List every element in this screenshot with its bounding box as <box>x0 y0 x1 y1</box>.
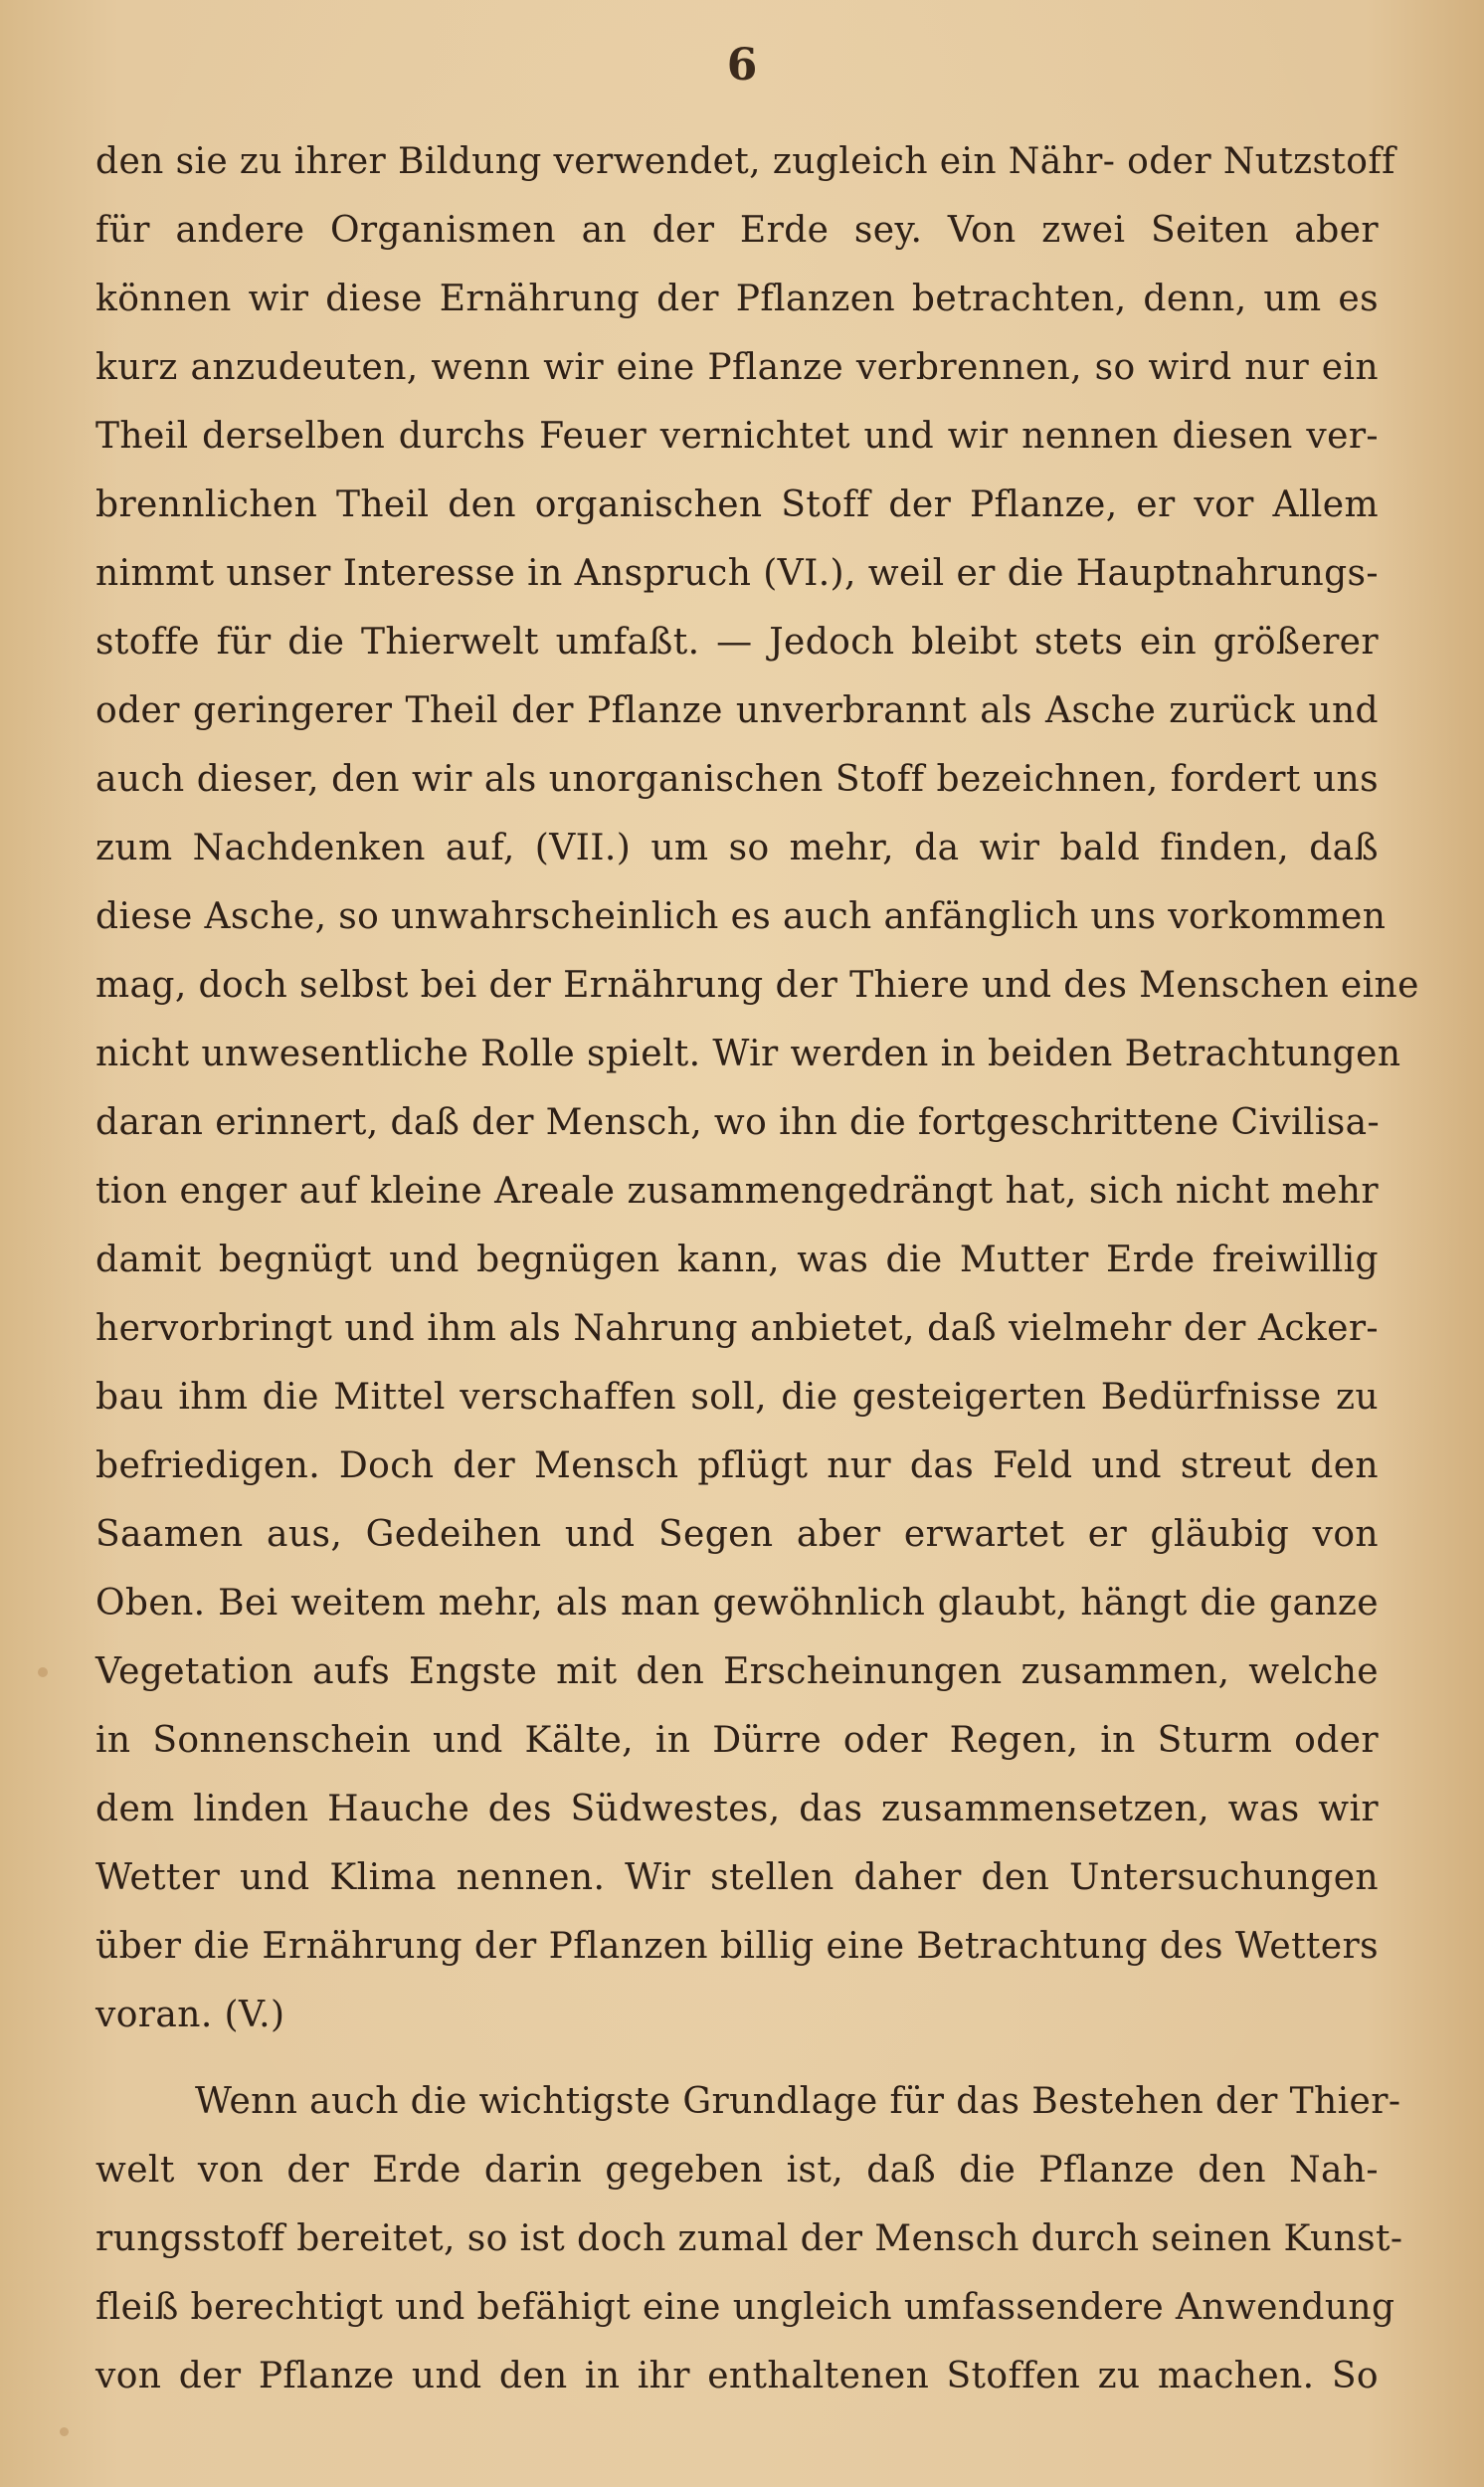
text-line: auch dieser, den wir als unorganischen Stoff bezeichnen, fordert uns <box>95 759 1379 800</box>
text-line: befriedigen. Doch der Mensch pflügt nur das Feld und streut den <box>95 1445 1379 1486</box>
text-line: von der Pflanze und den in ihr enthaltenen Stoffen zu machen. So <box>95 2356 1379 2396</box>
text-line: nicht unwesentliche Rolle spielt. Wir werden in beiden Betrachtungen <box>95 1034 1401 1074</box>
text-line: Oben. Bei weitem mehr, als man gewöhnlich glaubt, hängt die ganze <box>95 1583 1379 1624</box>
paragraph-gap <box>95 2049 1379 2067</box>
text-line: zum Nachdenken auf, (VII.) um so mehr, da wir bald finden, daß <box>95 828 1379 868</box>
page-number: 6 <box>726 40 758 91</box>
text-line: Saamen aus, Gedeihen und Segen aber erwartet er gläubig von <box>95 1514 1379 1555</box>
paragraph-2 <box>95 2067 1403 2410</box>
paper-stain <box>38 1667 48 1677</box>
paper-stain <box>60 2427 69 2436</box>
paragraph-1 <box>95 127 1419 2049</box>
text-line: Theil derselben durchs Feuer vernichtet und wir nennen diesen ver- <box>95 416 1379 457</box>
body-text <box>95 127 1419 2410</box>
text-line: nimmt unser Interesse in Anspruch (VI.), weil er die Hauptnahrungs- <box>95 553 1379 594</box>
text-line: welt von der Erde darin gegeben ist, daß die Pflanze den Nah- <box>95 2150 1379 2191</box>
text-line: brennlichen Theil den organischen Stoff der Pflanze, er vor Allem <box>95 484 1379 525</box>
text-line: den sie zu ihrer Bildung verwendet, zugleich ein Nähr- oder Nutzstoff <box>95 141 1395 182</box>
text-line: bau ihm die Mittel verschaffen soll, die gesteigerten Bedürfnisse zu <box>95 1377 1379 1418</box>
text-line: für andere Organismen an der Erde sey. Von zwei Seiten aber <box>95 210 1379 251</box>
text-line: können wir diese Ernährung der Pflanzen betrachten, denn, um es <box>95 279 1379 319</box>
text-line: oder geringerer Theil der Pflanze unverbrannt als Asche zurück und <box>95 690 1379 731</box>
text-line: hervorbringt und ihm als Nahrung anbietet, daß vielmehr der Acker- <box>95 1308 1379 1349</box>
text-line: diese Asche, so unwahrscheinlich es auch anfänglich uns vorkommen <box>95 896 1387 937</box>
text-line: mag, doch selbst bei der Ernährung der Thiere und des Menschen eine <box>95 965 1419 1006</box>
text-line: über die Ernährung der Pflanzen billig eine Betrachtung des Wetters <box>95 1926 1379 1967</box>
text-line: daran erinnert, daß der Mensch, wo ihn die fortgeschrittene Civilisa- <box>95 1102 1381 1143</box>
text-line: Vegetation aufs Engste mit den Erscheinungen zusammen, welche <box>95 1651 1379 1692</box>
text-line: fleiß berechtigt und befähigt eine ungleich umfassendere Anwendung <box>95 2287 1395 2328</box>
text-line: kurz anzudeuten, wenn wir eine Pflanze verbrennen, so wird nur ein <box>95 347 1379 388</box>
text-line: damit begnügt und begnügen kann, was die Mutter Erde freiwillig <box>95 1240 1379 1280</box>
text-line: Wetter und Klima nennen. Wir stellen daher den Untersuchungen <box>95 1857 1379 1898</box>
text-line: dem linden Hauche des Südwestes, das zusammensetzen, was wir <box>95 1789 1379 1829</box>
text-line: in Sonnenschein und Kälte, in Dürre oder Regen, in Sturm oder <box>95 1720 1379 1761</box>
text-line: stoffe für die Thierwelt umfaßt. — Jedoch bleibt stets ein größerer <box>95 622 1379 663</box>
text-line: tion enger auf kleine Areale zusammengedrängt hat, sich nicht mehr <box>95 1171 1379 1212</box>
text-line: Wenn auch die wichtigste Grundlage für das Bestehen der Thier- <box>195 2081 1401 2122</box>
text-line: rungsstoff bereitet, so ist doch zumal der Mensch durch seinen Kunst- <box>95 2218 1403 2259</box>
text-line: voran. (V.) <box>95 1995 285 2035</box>
